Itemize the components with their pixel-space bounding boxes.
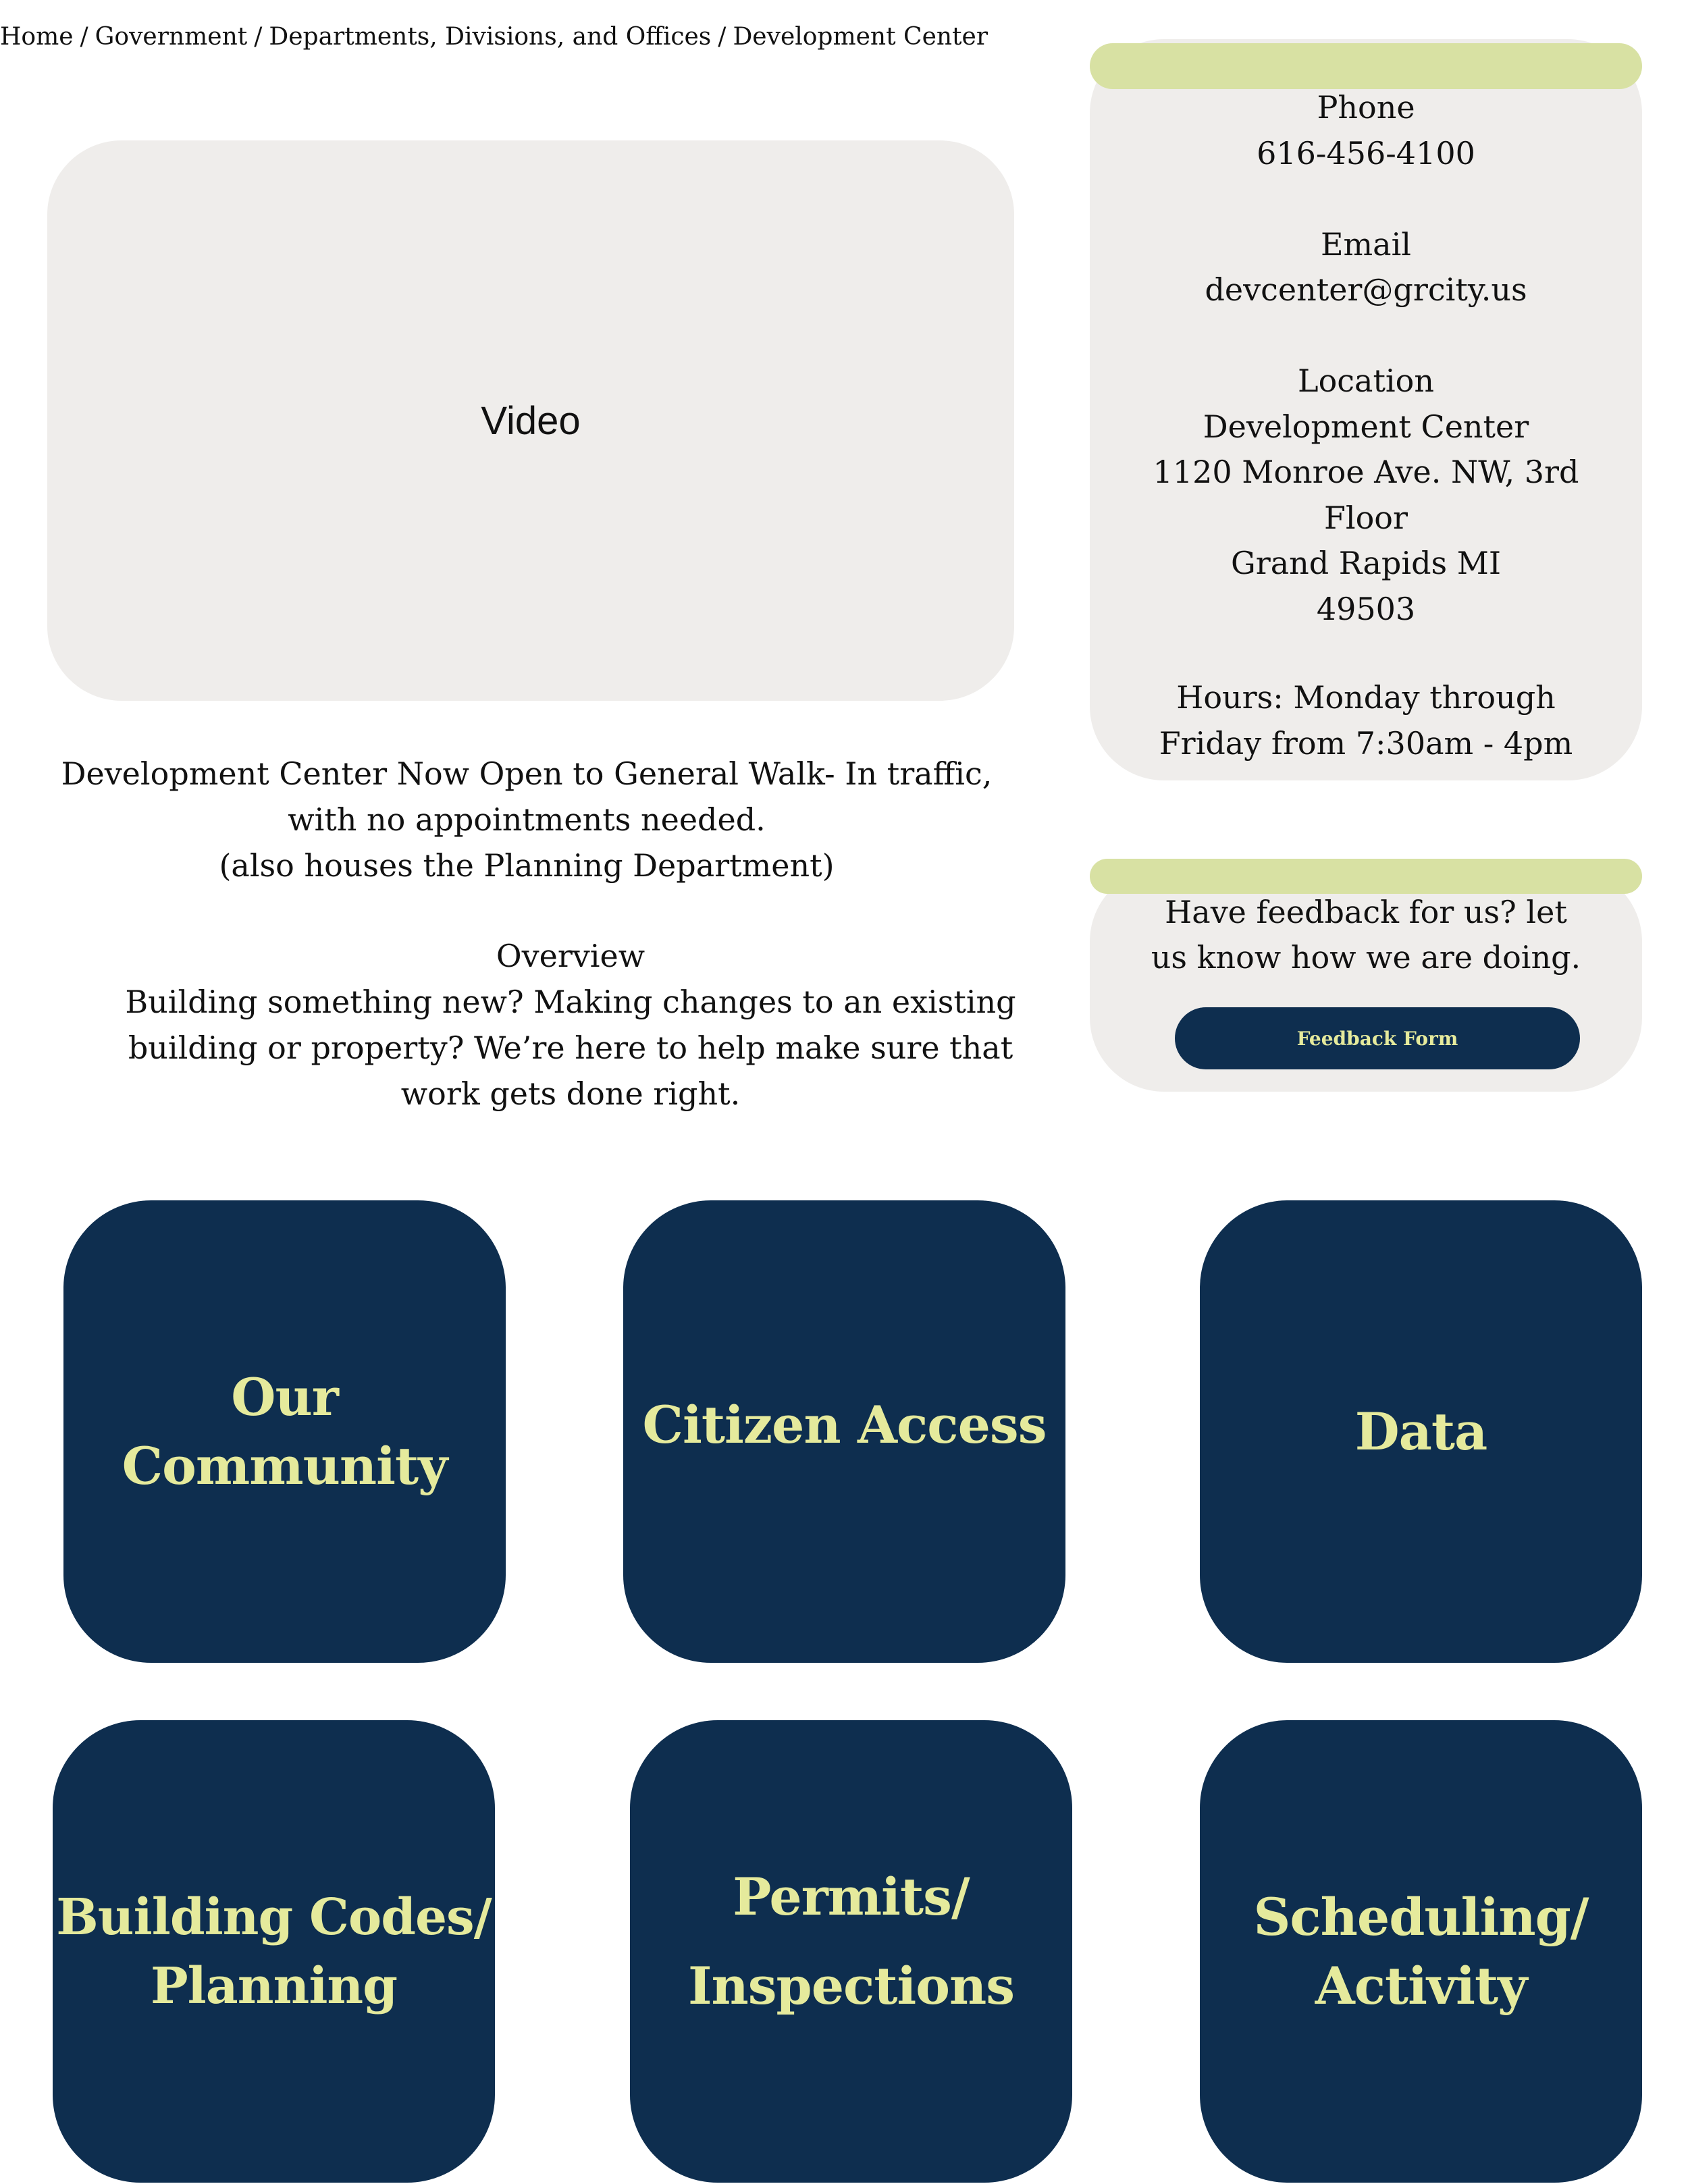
tile-data[interactable] [1200,1200,1642,1663]
feedback-card-accent-bar [1090,859,1642,894]
tile-label [1253,1883,1588,2021]
office-hours [1121,675,1611,766]
breadcrumb-government[interactable]: Government [95,23,248,51]
tile-label-line: Inspections [687,1955,1015,2016]
video-label: Video [481,398,581,443]
feedback-prompt [1121,890,1611,980]
breadcrumb-separator: / [254,23,263,51]
address-line: Floor [1323,499,1408,536]
email-value[interactable]: devcenter@grcity.us [1205,271,1527,308]
intro-line: Development Center Now Open to General Walk- In traffic, [61,755,993,792]
video-player[interactable] [47,140,1014,701]
breadcrumb-home[interactable]: Home [0,23,74,51]
tile-label-line: Activity [1315,1955,1527,2016]
tile-label-line: Building Codes/ [56,1888,492,1946]
breadcrumb-separator: / [718,23,727,51]
tile-label-line: Permits/ [733,1866,970,1927]
tile-label-line: Planning [151,1956,397,2015]
overview-line: work gets done right. [400,1075,741,1112]
tile-label [63,1363,506,1501]
tile-our-community[interactable] [63,1200,506,1663]
hours-line: Hours: Monday through [1176,679,1556,716]
location-label: Location [1298,363,1434,399]
contact-card-accent-bar [1090,43,1642,89]
intro-line: (also houses the Planning Department) [219,847,835,884]
intro-notice [27,751,1026,888]
breadcrumb-current: Development Center [733,23,988,51]
tile-scheduling-activity[interactable] [1200,1720,1642,2183]
hours-line: Friday from 7:30am - 4pm [1159,724,1573,762]
address-line: Grand Rapids MI [1230,545,1502,581]
feedback-line: us know how we are doing. [1151,939,1581,976]
tile-label [688,1853,1014,2031]
overview-heading: Overview [496,938,645,974]
contact-info [1121,85,1611,632]
address-line: 49503 [1316,590,1416,627]
breadcrumb-departments[interactable]: Departments, Divisions, and Offices [269,23,712,51]
tile-label [56,1883,492,2021]
tile-label-line: Data [1354,1401,1487,1462]
tile-citizen-access[interactable] [623,1200,1065,1663]
tile-label-line: Our Community [122,1366,448,1496]
tile-label [1355,1397,1487,1466]
tile-label [642,1391,1046,1460]
overview-section [95,933,1047,1117]
overview-line: Building something new? Making changes to an existing [125,984,1016,1020]
feedback-line: Have feedback for us? let [1165,894,1567,930]
phone-label: Phone [1317,89,1415,126]
tile-label-line: Scheduling/ [1253,1886,1589,1947]
email-label: Email [1320,225,1412,263]
feedback-form-button[interactable]: Feedback Form [1175,1007,1580,1069]
tile-permits-inspections[interactable] [630,1720,1072,2183]
overview-line: building or property? We’re here to help make sure that [128,1030,1013,1066]
location-name: Development Center [1203,408,1529,445]
tile-building-codes-planning[interactable] [53,1720,495,2183]
address-line: 1120 Monroe Ave. NW, 3rd [1153,454,1579,490]
breadcrumb [0,20,988,54]
intro-line: with no appointments needed. [288,801,766,838]
tile-label-line: Citizen Access [642,1394,1047,1455]
phone-value[interactable]: 616-456-4100 [1257,134,1475,171]
breadcrumb-separator: / [80,23,88,51]
